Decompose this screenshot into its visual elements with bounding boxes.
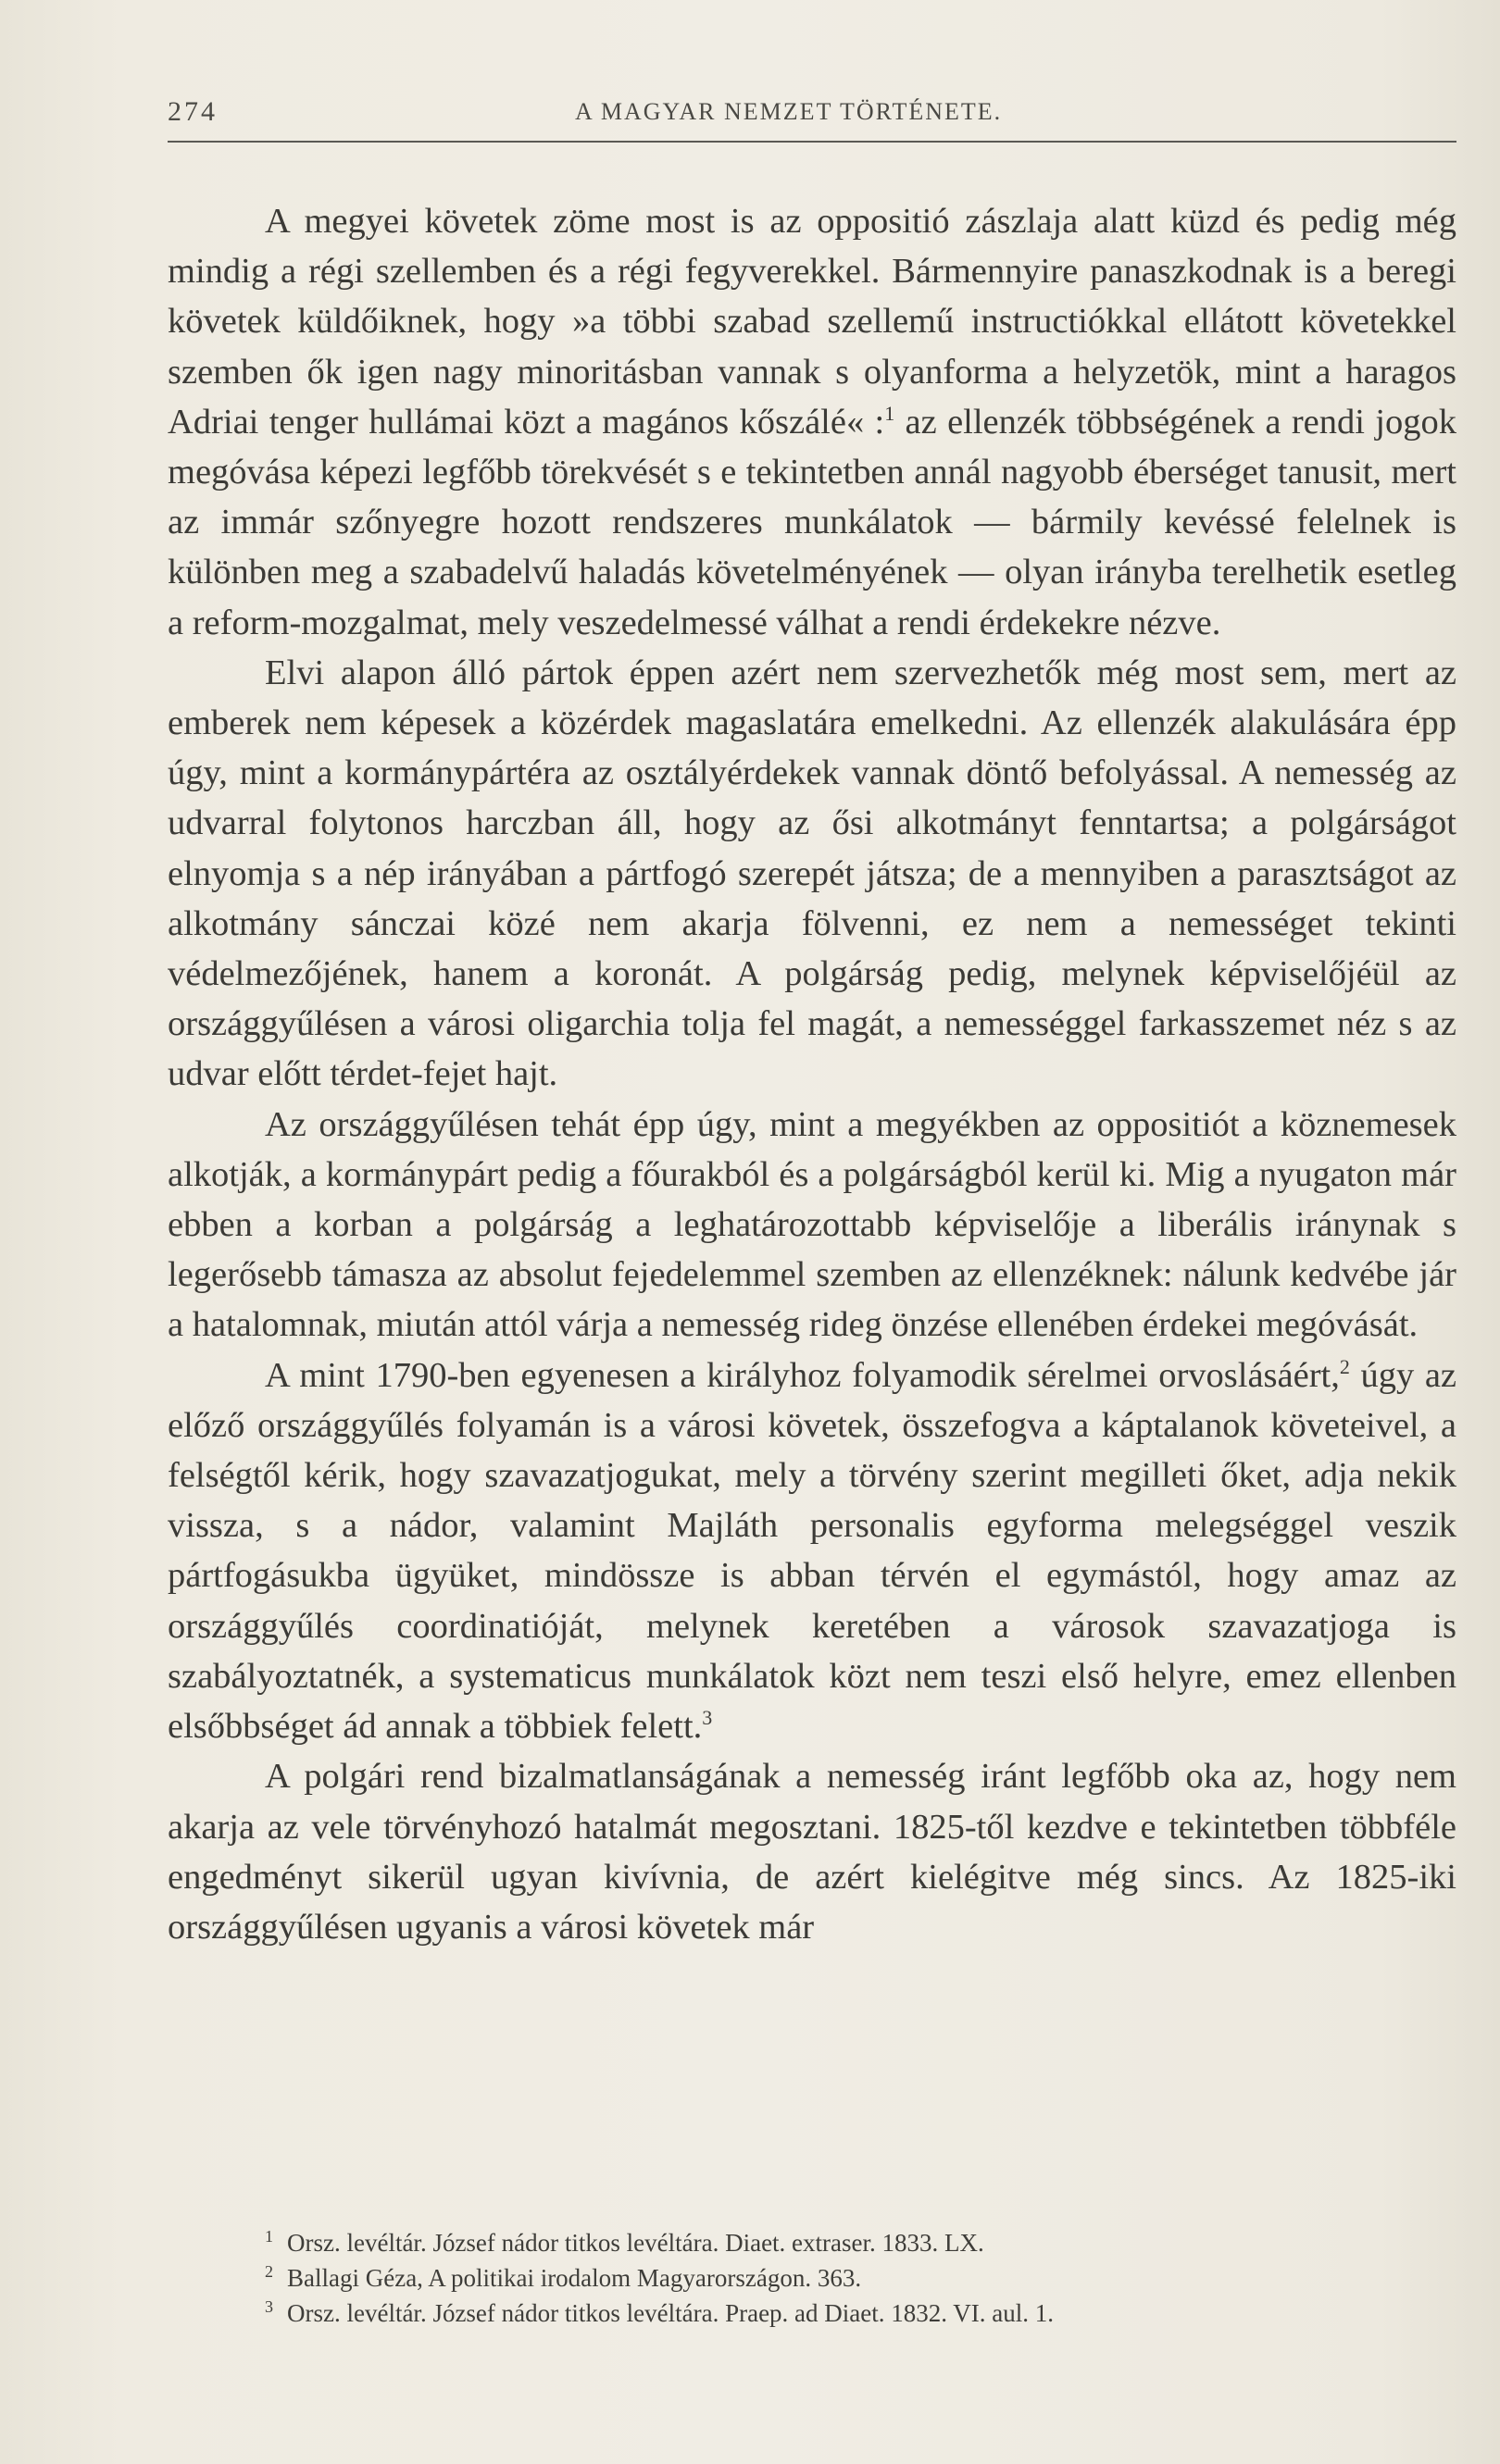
footnote: 3 Orsz. levéltár. József nádor titkos levéltára. Praep. ad Diaet. 1832. VI. aul. 1.	[265, 2297, 1054, 2327]
page-header	[168, 89, 1456, 137]
footnote: 2 Ballagi Géza, A politikai irodalom Magyarországon. 363.	[265, 2262, 862, 2292]
paragraph: Az országgyűlésen tehát épp úgy, mint a megyékben az oppositiót a köznemesek alkotják, a kormánypárt pedig a főurakból és a polgárságból kerül ki. Mig a nyugaton már ebben a korban a polgárság a leghatározottabb képviselője a liberális iránynak s legerősebb támasza az absolut fejedelemmel szemben az ellenzéknek: nálunk kedvébe jár a hatalomnak, miután attól várja a nemesség rideg önzése ellenében érdekei megóvását.	[168, 1104, 1456, 1345]
footnotes	[265, 2225, 1422, 2331]
paragraph: A mint 1790-ben egyenesen a királyhoz folyamodik sérelmei orvoslásáért,$^2$ úgy az előző országgyűlés folyamán is a városi követek, összefogva a káptalanok követeivel, a felségtől kérik, hogy szavazatjogukat, mely a törvény szerint megilleti őket, adja nekik vissza, s a nádor, valamint Majláth personalis egyforma melegséggel veszik pártfogásukba ügyüket, mindössze is abban térvén el egymástól, hogy amaz az országgyűlés coordinatióját, melynek keretében a városok szavazatjoga is szabályoztatnék, a systematicus munkálatok közt nem teszi első helyre, emez ellenben elsőbbséget ád annak a többiek felett.$^3$	[168, 1354, 1456, 1747]
page-number: 274	[168, 96, 218, 127]
running-title: A MAGYAR NEMZET TÖRTÉNETE.	[575, 98, 1003, 125]
footnote-ref: 2	[1339, 1354, 1350, 1378]
footnote-ref: 3	[702, 1706, 713, 1730]
paragraph: Elvi alapon álló pártok éppen azért nem szervezhetők még most sem, mert az emberek nem képesek a közérdek magaslatára emelkedni. Az ellenzék alakulására épp úgy, mint a kormánypártéra az osztályérdekek vannak döntő befolyással. A nemesség az udvarral folytonos harczban áll, hogy az ősi alkotmányt fenntartsa; a polgárságot elnyomja s a nép irányában a pártfogó szerepét játsza; de a mennyiben a parasztságot az alkotmány sánczai közé nem akarja fölvenni, ez nem a nemességet tekinti védelmezőjének, hanem a koronát. A polgárság pedig, melynek képviselőjéül az országgyűlésen a városi oligarchia tolja fel magát, a nemességgel farkasszemet néz s az udvar előtt térdet-fejet hajt.	[168, 653, 1456, 1094]
footnote-ref: 1	[884, 401, 895, 425]
paragraph: A megyei követek zöme most is az oppositió zászlaja alatt küzd és pedig még mindig a régi szellemben és a régi fegyverekkel. Bármennyire panaszkodnak is a beregi követek küldőiknek, hogy »a többi szabad szellemű instructiókkal ellátott követekkel szemben ők igen nagy minoritásban vannak s olyanforma a helyzetök, mint a haragos Adriai tenger hullámai közt a magános kőszálé« :$^1$ az ellenzék többségének a rendi jogok megóvása képezi legfőbb törekvését s e tekintetben annál nagyobb éberséget tanusit, mert az immár szőnyegre hozott rendszeres munkálatok — bármily kevéssé felelnek is különben meg a szabadelvű haladás követelményének — olyan irányba terelhetik esetleg a reform-mozgalmat, mely veszedelmessé válhat a rendi érdekekre nézve.	[168, 202, 1456, 642]
header-rule	[168, 141, 1456, 143]
main-text	[168, 196, 1456, 1952]
paragraph: A polgári rend bizalmatlanságának a nemesség iránt legfőbb oka az, hogy nem akarja az vele törvényhozó hatalmát megosztani. 1825-től kezdve e tekintetben többféle engedményt sikerül ugyan kivívnia, de azért kielégitve még sincs. Az 1825-iki országgyűlésen ugyanis a városi követek már	[168, 1757, 1456, 1947]
footnote: 1 Orsz. levéltár. József nádor titkos levéltára. Diaet. extraser. 1833. LX.	[265, 2227, 984, 2257]
